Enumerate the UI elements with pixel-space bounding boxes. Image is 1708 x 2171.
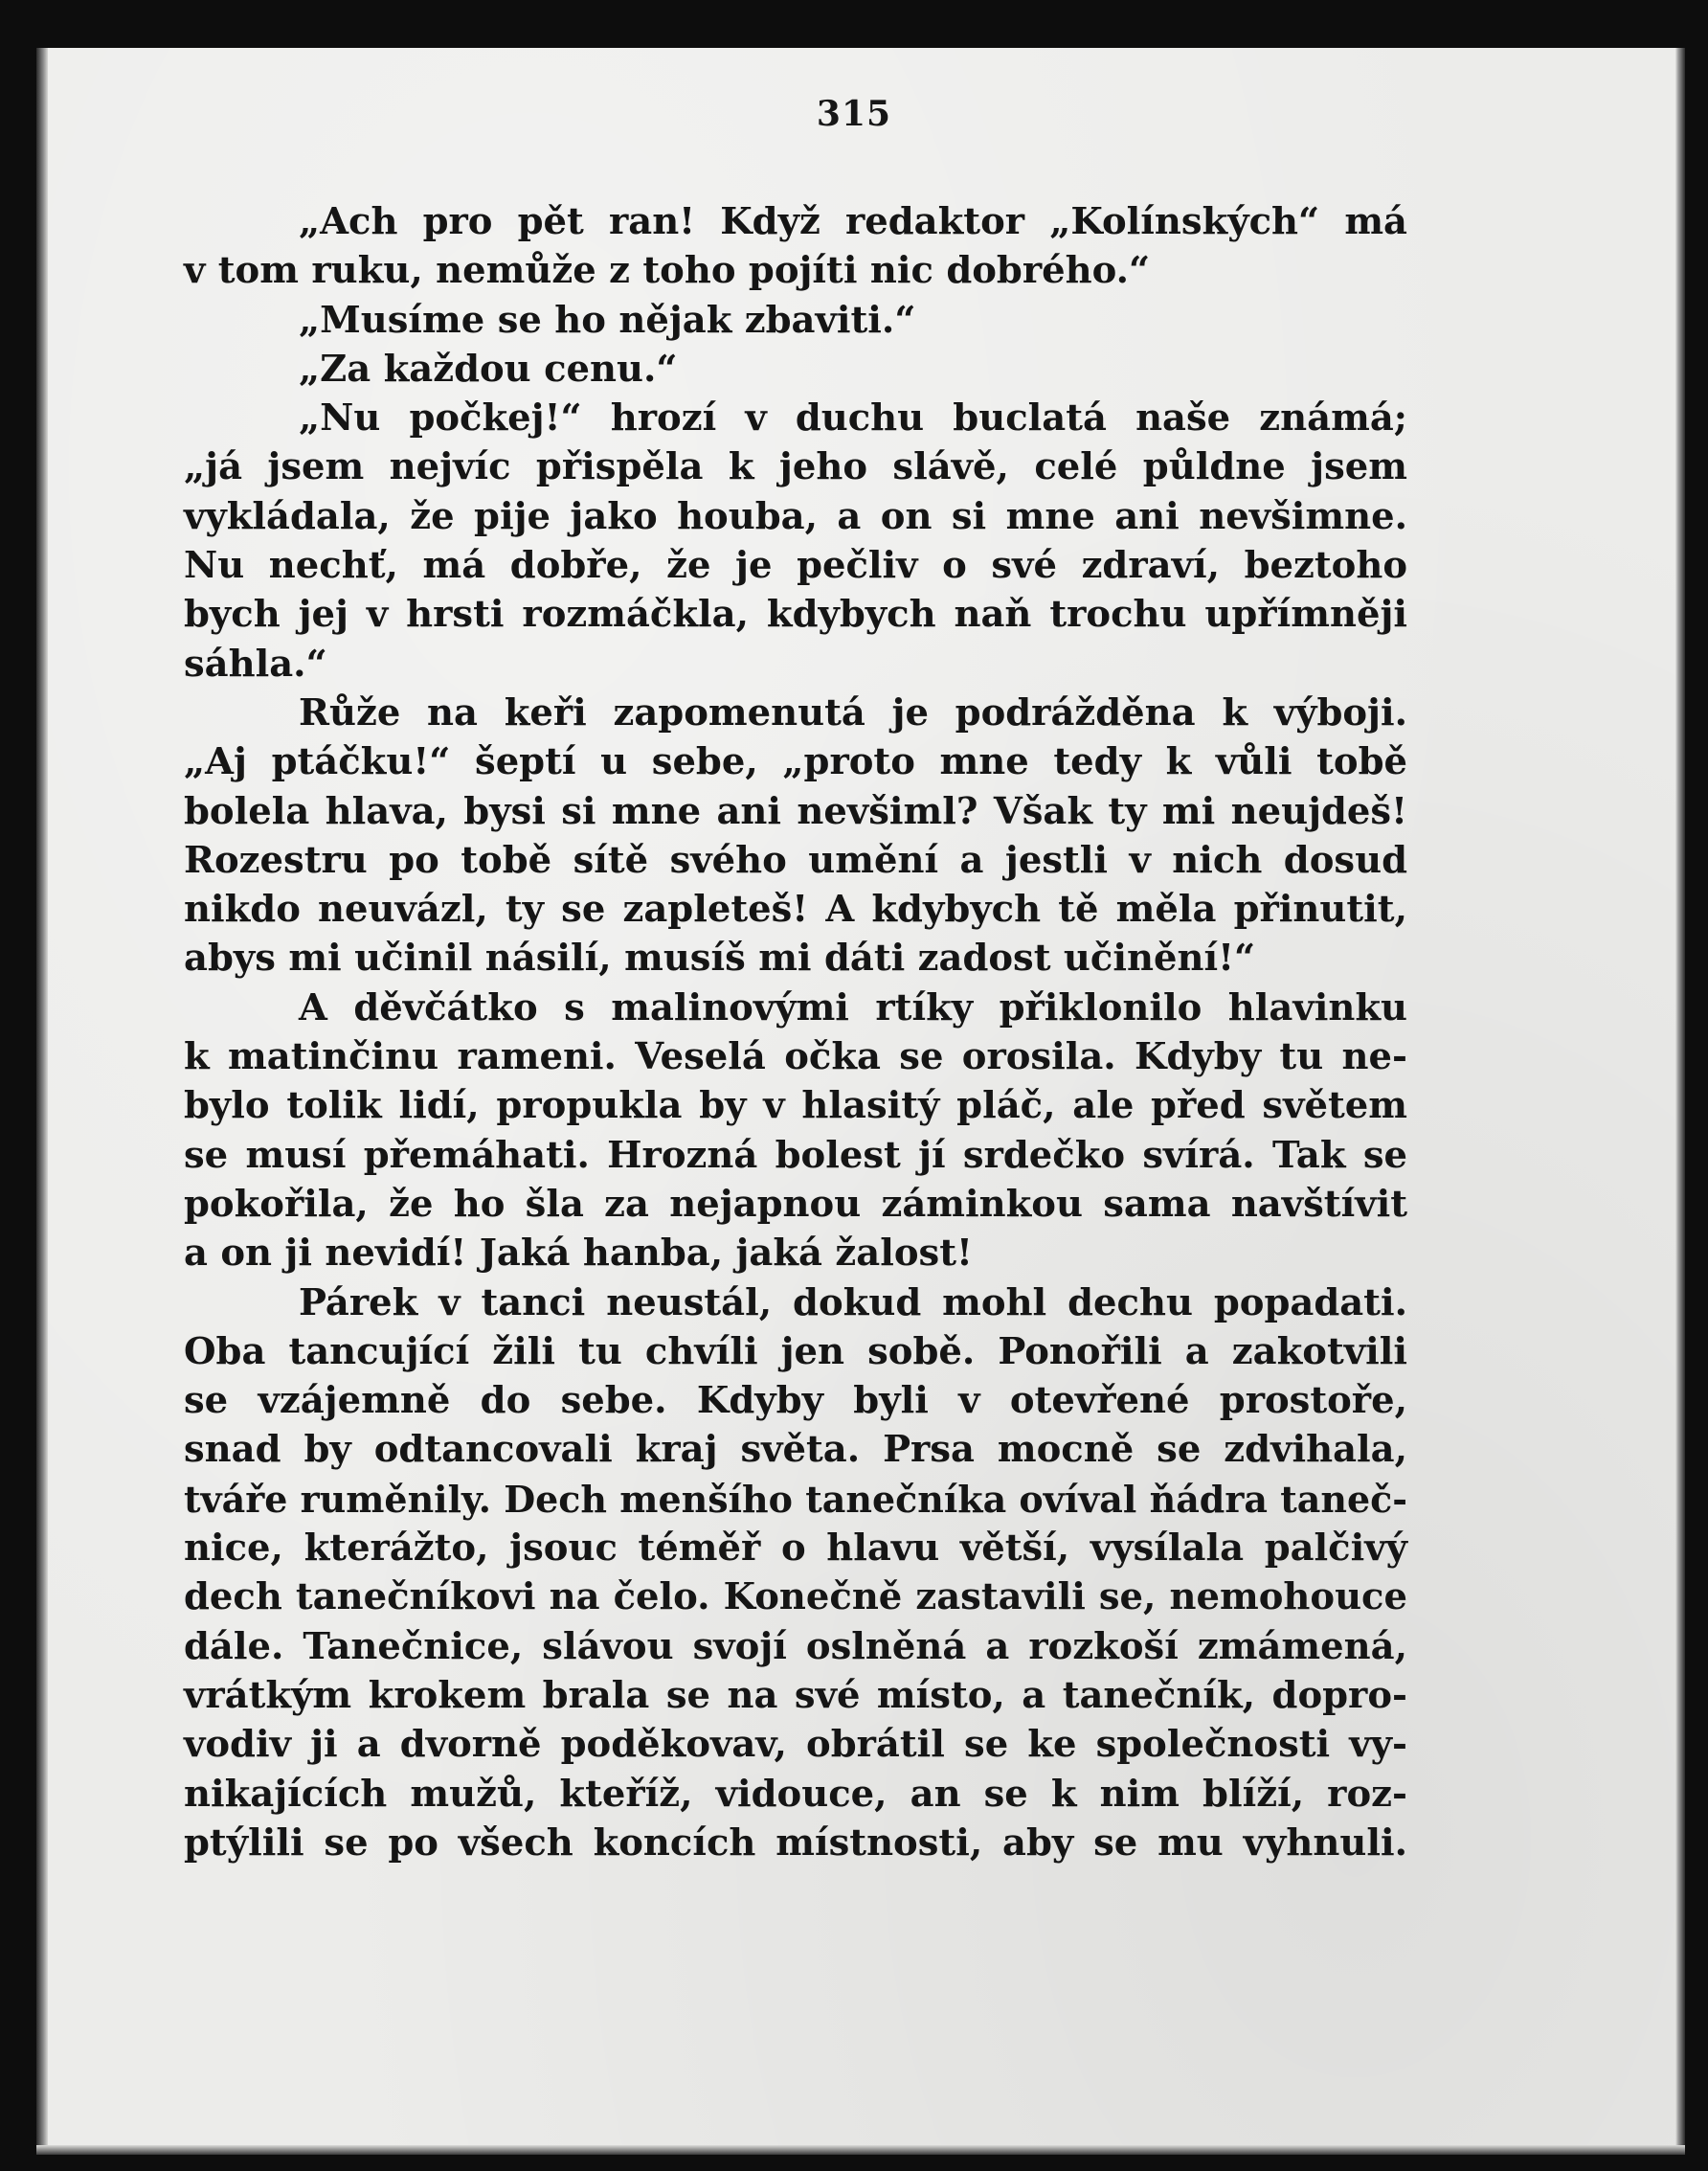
text-line: bylo tolik lidí, propukla by v hlasitý pláč, ale před světem [184, 1084, 1407, 1128]
body-text [184, 197, 1407, 1867]
text-line: se musí přemáhati. Hrozná bolest jí srdečko svírá. Tak se [184, 1133, 1407, 1177]
page-number: 315 [816, 94, 892, 134]
text-line: k matinčinu rameni. Veselá očka se orosila. Kdyby tu ne- [184, 1035, 1407, 1079]
text-line: „já jsem nejvíc přispěla k jeho slávě, celé půldne jsem [184, 445, 1407, 489]
text-line: A děvčátko s malinovými rtíky přiklonilo hlavinku [299, 985, 1407, 1029]
text-line: v tom ruku, nemůže z toho pojíti nic dobrého.“ [184, 249, 1151, 293]
text-line: dále. Tanečnice, slávou svojí oslněná a rozkoší zmámená, [184, 1624, 1407, 1668]
text-line: tváře ruměnily. Dech menšího tanečníka ovíval ňádra taneč- [184, 1477, 1407, 1521]
text-line: pokořila, že ho šla za nejapnou záminkou sama navštívit [184, 1182, 1407, 1226]
text-line: Rozestru po tobě sítě svého umění a jestli v nich dosud [184, 838, 1407, 882]
text-line: vodiv ji a dvorně poděkovav, obrátil se ke společnosti vy- [184, 1723, 1407, 1767]
text-line: se vzájemně do sebe. Kdyby byli v otevřené prostoře, [184, 1379, 1407, 1423]
text-line: Párek v tanci neustál, dokud mohl dechu popadati. [299, 1280, 1407, 1324]
text-line: ptýlili se po všech koncích místnosti, aby se mu vyhnuli. [184, 1820, 1407, 1865]
text-line: „Aj ptáčku!“ šeptí u sebe, „proto mne tedy k vůli tobě [184, 740, 1407, 784]
text-line: „Musíme se ho nějak zbaviti.“ [299, 298, 916, 342]
text-line: vrátkým krokem brala se na své místo, a tanečník, dopro- [184, 1673, 1407, 1717]
text-line: nikdo neuvázl, ty se zapleteš! A kdybych tě měla přinutit, [184, 888, 1407, 932]
text-line: a on ji nevidí! Jaká hanba, jaká žalost! [184, 1232, 973, 1276]
text-line: „Ach pro pět ran! Když redaktor „Kolínských“ má [299, 200, 1407, 243]
page-right-edge [1675, 48, 1685, 2155]
text-line: „Za každou cenu.“ [299, 347, 678, 391]
text-line: bych jej v hrsti rozmáčkla, kdybych naň trochu upřímněji [184, 593, 1407, 637]
page-left-edge [36, 48, 48, 2155]
text-line: dech tanečníkovi na čelo. Konečně zastavili se, nemohouce [184, 1575, 1407, 1619]
text-line: abys mi učinil násilí, musíš mi dáti zadost učinění!“ [184, 937, 1256, 981]
text-line: Nu nechť, má dobře, že je pečliv o své zdraví, beztoho [184, 544, 1407, 588]
text-line: Oba tancující žili tu chvíli jen sobě. Ponořili a zakotvili [184, 1329, 1407, 1373]
text-line: sáhla.“ [184, 642, 327, 686]
text-line: nikajících mužů, kteříž, vidouce, an se k nim blíží, roz- [184, 1772, 1407, 1816]
text-line: vykládala, že pije jako houba, a on si mne ani nevšimne. [184, 494, 1407, 538]
text-line: Růže na keři zapomenutá je podrážděna k výboji. [299, 690, 1407, 735]
text-line: bolela hlava, bysi si mne ani nevšiml? Však ty mi neujdeš! [184, 789, 1407, 833]
text-line: nice, kterážto, jsouc téměř o hlavu větší, vysílala palčivý [184, 1526, 1407, 1571]
text-line: snad by odtancovali kraj světa. Prsa mocně se zdvihala, [184, 1428, 1407, 1472]
page-bottom-edge [36, 2145, 1685, 2155]
text-line: „Nu počkej!“ hrozí v duchu buclatá naše známá; [299, 396, 1407, 441]
